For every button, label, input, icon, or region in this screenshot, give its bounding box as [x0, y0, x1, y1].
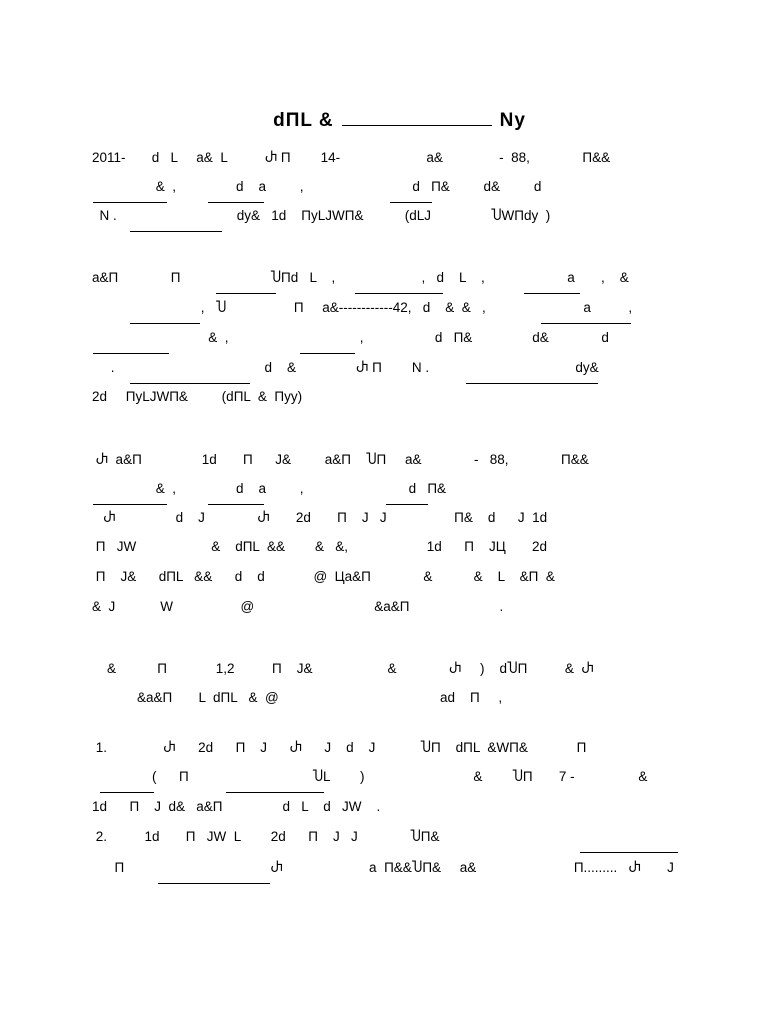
text-line: , Ⴎ П a&------------42, d & & , a , — [92, 300, 633, 315]
text-line: & , d a , d П& — [92, 481, 447, 496]
blank-underline — [541, 311, 631, 324]
blank-underline — [93, 341, 169, 354]
blank-underline — [524, 281, 580, 294]
text-line: a&П П ႮПd L , , d L , a , & — [92, 270, 629, 285]
text-line: 2011- d L a& L Ⴐ П 14- a& - 88, П&& — [92, 150, 611, 165]
blank-underline — [208, 190, 264, 203]
numbered-item-line: 1d П J d& a&П d L d JW . — [92, 799, 381, 814]
blank-underline — [580, 840, 678, 853]
numbered-item-line: 2. 1d П JW L 2d П J J ႮП& — [92, 829, 440, 844]
blank-underline — [93, 190, 167, 203]
text-line: П J& dПL && d d @ Цa&П & & L &П & — [92, 569, 555, 584]
blank-underline — [355, 281, 443, 294]
text-line: 2d ПyLJWП& (dПL & Пyy) — [92, 389, 303, 404]
text-line: & , d a , d П& d& d — [92, 179, 542, 194]
text-line: П JW & dПL && & &, 1d П JЦ 2d — [92, 539, 547, 554]
blank-underline — [130, 219, 222, 232]
blank-underline — [208, 492, 264, 505]
text-line: . d & Ⴐ П N . dy& — [92, 360, 599, 375]
text-line: & J W @ &a&П . — [92, 599, 504, 614]
title-left: dПL & — [273, 110, 334, 131]
text-line: Ⴐ d J Ⴐ 2d П J J П& d J 1d — [92, 510, 548, 525]
title-blank — [342, 111, 492, 126]
blank-underline — [100, 780, 154, 793]
title-right: Ny — [499, 110, 526, 131]
text-line: &a&П L dПL & @ ad П , — [92, 690, 503, 705]
blank-underline — [158, 871, 270, 884]
blank-underline — [216, 281, 276, 294]
blank-underline — [300, 341, 355, 354]
numbered-item-line: ( П ႮL ) & ႮП 7 - & — [92, 769, 648, 784]
text-line: Ⴐ a&П 1d П J& a&П ႮП a& - 88, П&& — [92, 452, 589, 467]
blank-underline — [390, 190, 432, 203]
blank-underline — [130, 311, 200, 324]
blank-underline — [466, 371, 598, 384]
blank-underline — [386, 492, 428, 505]
numbered-item-line: 1. Ⴐ 2d П J Ⴐ J d J ႮП dПL &WП& П — [92, 740, 587, 755]
text-line: N . dy& 1d ПyLJWП& (dLJ ႮWПdy ) — [92, 208, 551, 223]
text-line: & , , d П& d& d — [92, 330, 609, 345]
numbered-item-line: П Ⴐ a П&&ႮП& a& П......... Ⴐ J — [92, 860, 674, 875]
blank-underline — [93, 492, 167, 505]
page-title — [248, 88, 530, 154]
text-line: & П 1,2 П J& & Ⴐ ) dႮП & Ⴐ — [92, 661, 594, 676]
blank-underline — [226, 780, 324, 793]
blank-underline — [130, 371, 250, 384]
